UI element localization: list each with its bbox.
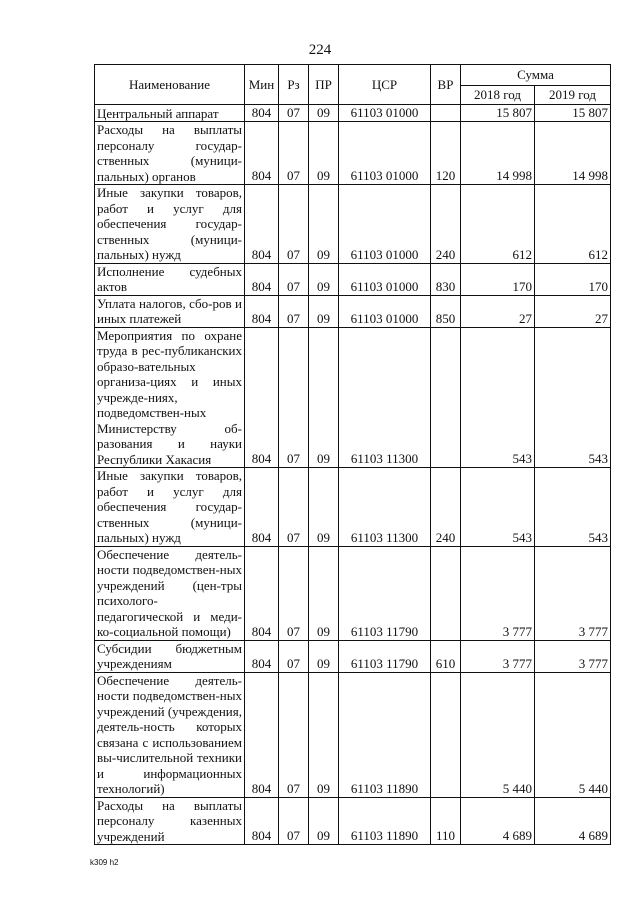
table-body bbox=[95, 105, 611, 845]
cell-sum-2018: 5 440 bbox=[461, 672, 535, 797]
cell-rz: 07 bbox=[279, 263, 309, 295]
cell-name: Иные закупки товаров, работ и услуг для обеспечения государ-ственных (муници-пальных) нужд bbox=[95, 468, 245, 547]
cell-name: Обеспечение деятель-ности подведомствен-ных учреждений (цен-тры психолого-педагогической и меди-ко-социальной помощи) bbox=[95, 546, 245, 640]
cell-rz: 07 bbox=[279, 295, 309, 327]
cell-pr: 09 bbox=[309, 185, 339, 264]
header-pr: ПР bbox=[309, 65, 339, 105]
cell-sum-2019: 543 bbox=[535, 327, 611, 468]
cell-name: Иные закупки товаров, работ и услуг для обеспечения государ-ственных (муници-пальных) нужд bbox=[95, 185, 245, 264]
cell-csr: 61103 11300 bbox=[339, 468, 431, 547]
cell-rz: 07 bbox=[279, 105, 309, 122]
cell-rz: 07 bbox=[279, 672, 309, 797]
cell-rz: 07 bbox=[279, 468, 309, 547]
cell-sum-2019: 5 440 bbox=[535, 672, 611, 797]
header-csr: ЦСР bbox=[339, 65, 431, 105]
cell-vr bbox=[431, 105, 461, 122]
cell-min: 804 bbox=[245, 546, 279, 640]
cell-vr: 240 bbox=[431, 185, 461, 264]
cell-csr: 61103 11790 bbox=[339, 640, 431, 672]
cell-min: 804 bbox=[245, 122, 279, 185]
cell-vr: 120 bbox=[431, 122, 461, 185]
cell-csr: 61103 11890 bbox=[339, 672, 431, 797]
table-row bbox=[95, 105, 611, 122]
cell-csr: 61103 01000 bbox=[339, 263, 431, 295]
cell-sum-2019: 3 777 bbox=[535, 640, 611, 672]
budget-table bbox=[94, 64, 611, 845]
cell-name: Центральный аппарат bbox=[95, 105, 245, 122]
cell-vr bbox=[431, 327, 461, 468]
cell-rz: 07 bbox=[279, 122, 309, 185]
cell-min: 804 bbox=[245, 105, 279, 122]
cell-sum-2018: 4 689 bbox=[461, 797, 535, 845]
cell-pr: 09 bbox=[309, 122, 339, 185]
cell-min: 804 bbox=[245, 185, 279, 264]
cell-csr: 61103 01000 bbox=[339, 105, 431, 122]
cell-min: 804 bbox=[245, 468, 279, 547]
cell-pr: 09 bbox=[309, 546, 339, 640]
cell-vr: 850 bbox=[431, 295, 461, 327]
cell-pr: 09 bbox=[309, 468, 339, 547]
cell-vr bbox=[431, 546, 461, 640]
header-name: Наименование bbox=[95, 65, 245, 105]
cell-pr: 09 bbox=[309, 327, 339, 468]
cell-rz: 07 bbox=[279, 185, 309, 264]
table-row bbox=[95, 468, 611, 547]
cell-min: 804 bbox=[245, 263, 279, 295]
cell-csr: 61103 11790 bbox=[339, 546, 431, 640]
cell-csr: 61103 01000 bbox=[339, 122, 431, 185]
header-vr: ВР bbox=[431, 65, 461, 105]
cell-sum-2019: 543 bbox=[535, 468, 611, 547]
cell-min: 804 bbox=[245, 797, 279, 845]
table-row bbox=[95, 640, 611, 672]
table-row bbox=[95, 263, 611, 295]
cell-csr: 61103 11300 bbox=[339, 327, 431, 468]
cell-sum-2018: 27 bbox=[461, 295, 535, 327]
cell-pr: 09 bbox=[309, 295, 339, 327]
cell-sum-2019: 612 bbox=[535, 185, 611, 264]
cell-min: 804 bbox=[245, 295, 279, 327]
cell-csr: 61103 01000 bbox=[339, 295, 431, 327]
cell-sum-2018: 3 777 bbox=[461, 546, 535, 640]
cell-sum-2018: 15 807 bbox=[461, 105, 535, 122]
cell-pr: 09 bbox=[309, 797, 339, 845]
cell-csr: 61103 01000 bbox=[339, 185, 431, 264]
cell-rz: 07 bbox=[279, 327, 309, 468]
cell-sum-2019: 4 689 bbox=[535, 797, 611, 845]
cell-sum-2019: 3 777 bbox=[535, 546, 611, 640]
table-row bbox=[95, 797, 611, 845]
cell-sum-2018: 170 bbox=[461, 263, 535, 295]
cell-rz: 07 bbox=[279, 546, 309, 640]
cell-pr: 09 bbox=[309, 105, 339, 122]
cell-sum-2018: 543 bbox=[461, 468, 535, 547]
cell-sum-2018: 14 998 bbox=[461, 122, 535, 185]
table-row bbox=[95, 185, 611, 264]
table-row bbox=[95, 122, 611, 185]
cell-sum-2018: 543 bbox=[461, 327, 535, 468]
cell-min: 804 bbox=[245, 640, 279, 672]
cell-pr: 09 bbox=[309, 672, 339, 797]
cell-name: Мероприятия по охране труда в рес-публиканских образо-вательных организа-циях и иных учрежде-ниях, подведомствен-ных Министерству об-разования и науки Республики Хакасия bbox=[95, 327, 245, 468]
header-rz: Рз bbox=[279, 65, 309, 105]
cell-sum-2018: 612 bbox=[461, 185, 535, 264]
cell-vr: 240 bbox=[431, 468, 461, 547]
cell-csr: 61103 11890 bbox=[339, 797, 431, 845]
cell-name: Исполнение судебных актов bbox=[95, 263, 245, 295]
cell-sum-2019: 27 bbox=[535, 295, 611, 327]
header-year-2018: 2018 год bbox=[461, 86, 535, 105]
cell-name: Субсидии бюджетным учреждениям bbox=[95, 640, 245, 672]
cell-sum-2018: 3 777 bbox=[461, 640, 535, 672]
cell-name: Расходы на выплаты персоналу государ-ственных (муници-пальных) органов bbox=[95, 122, 245, 185]
header-min: Мин bbox=[245, 65, 279, 105]
cell-vr: 830 bbox=[431, 263, 461, 295]
cell-rz: 07 bbox=[279, 797, 309, 845]
cell-vr: 110 bbox=[431, 797, 461, 845]
cell-name: Расходы на выплаты персоналу казенных учреждений bbox=[95, 797, 245, 845]
header-sum: Сумма bbox=[461, 65, 611, 86]
cell-rz: 07 bbox=[279, 640, 309, 672]
cell-pr: 09 bbox=[309, 640, 339, 672]
cell-name: Уплата налогов, сбо-ров и иных платежей bbox=[95, 295, 245, 327]
cell-sum-2019: 14 998 bbox=[535, 122, 611, 185]
table-row bbox=[95, 672, 611, 797]
table-row bbox=[95, 546, 611, 640]
cell-min: 804 bbox=[245, 672, 279, 797]
header-year-2019: 2019 год bbox=[535, 86, 611, 105]
cell-min: 804 bbox=[245, 327, 279, 468]
footer-code: k309 h2 bbox=[90, 858, 119, 867]
table-row bbox=[95, 327, 611, 468]
cell-sum-2019: 170 bbox=[535, 263, 611, 295]
page-number: 224 bbox=[308, 42, 332, 58]
cell-sum-2019: 15 807 bbox=[535, 105, 611, 122]
cell-name: Обеспечение деятель-ности подведомствен-ных учреждений (учреждения, деятель-ность которых связана с использованием вы-числительной техники и информационных технологий) bbox=[95, 672, 245, 797]
cell-pr: 09 bbox=[309, 263, 339, 295]
cell-vr bbox=[431, 672, 461, 797]
table-row bbox=[95, 295, 611, 327]
cell-vr: 610 bbox=[431, 640, 461, 672]
